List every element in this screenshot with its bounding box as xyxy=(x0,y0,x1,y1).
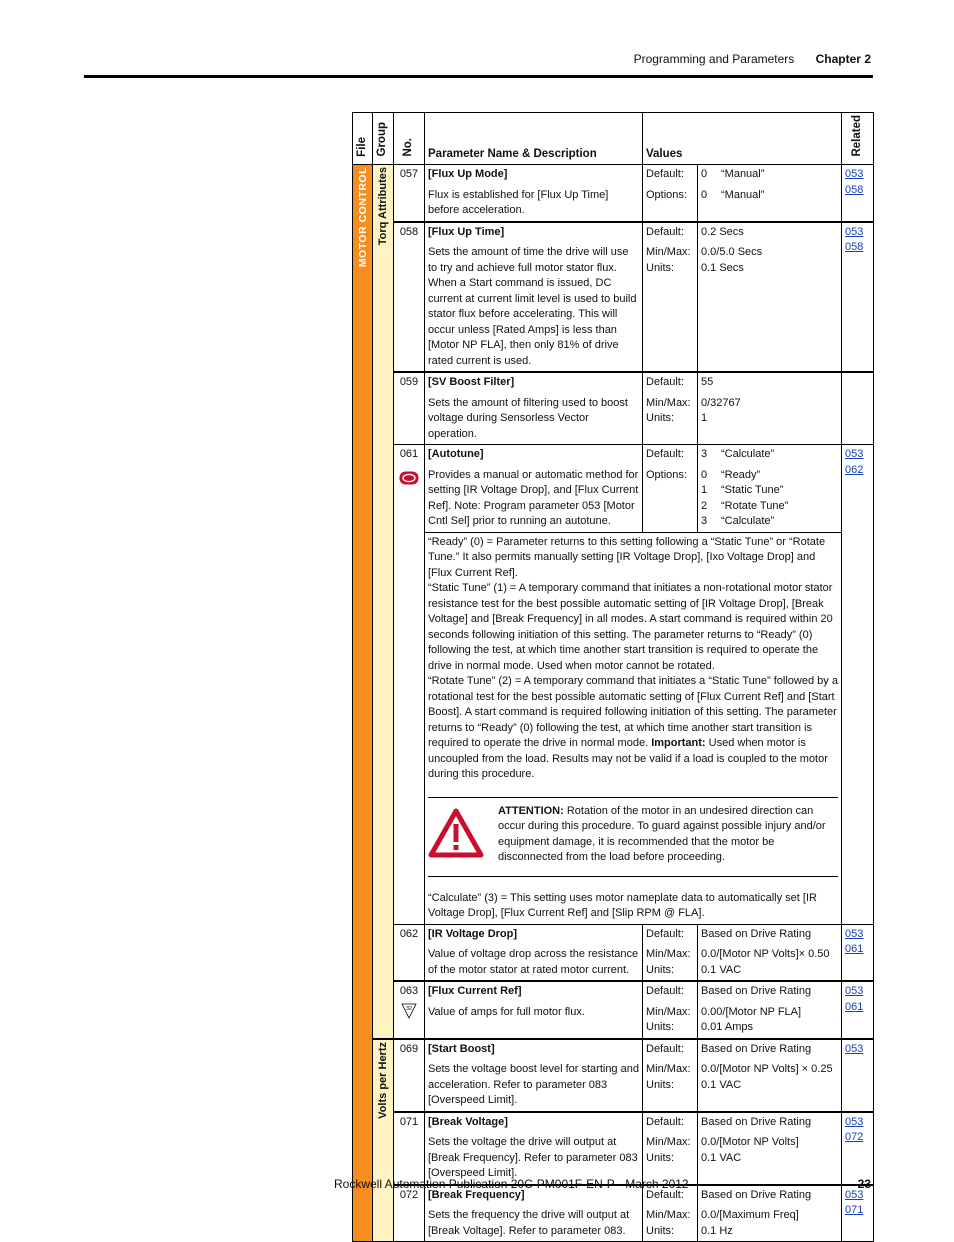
related-link[interactable]: 058 xyxy=(845,183,864,196)
param-desc xyxy=(425,924,643,981)
table-row xyxy=(353,372,874,445)
value-labels: Default: Min/Max: Units: xyxy=(643,372,698,445)
value-data: 0.2 Secs 0.0/5.0 Secs 0.1 Secs xyxy=(698,222,842,373)
param-desc xyxy=(425,165,643,222)
related-link[interactable]: 053 xyxy=(845,225,864,238)
param-text: Sets the amount of time the drive will use to try and achieve full motor stator flux. When a Start command is issued, DC current at current limit level is used to build stator flux before accelerating. This will occur unless [Rated Amps] is less than [Motor NP FLA], then only 81% of drive rated current is used. xyxy=(428,246,637,367)
related-link[interactable]: 071 xyxy=(845,1204,864,1217)
param-no: 069 xyxy=(394,1039,425,1112)
parameter-table xyxy=(352,112,874,1242)
group-cell-torq: Torq Attributes xyxy=(373,165,394,1039)
value-data: Based on Drive Rating 0.0/[Motor NP Volts] 0.1 VAC xyxy=(698,1112,842,1185)
related-link[interactable]: 053 xyxy=(845,1188,864,1201)
related-cell xyxy=(842,924,874,981)
related-cell xyxy=(842,372,874,445)
value-labels: Default: Min/Max: Units: xyxy=(643,981,698,1039)
value-data: 0 “Manual” 0 “Manual” xyxy=(698,165,842,222)
param-text: Flux is established for [Flux Up Time] before acceleration. xyxy=(428,188,609,217)
param-name: [Break Voltage] xyxy=(428,1115,508,1128)
section-title: Programming and Parameters xyxy=(633,52,795,66)
autotune-details xyxy=(425,532,842,924)
value-data: Based on Drive Rating 0.0/[Maximum Freq] 0.1 Hz xyxy=(698,1185,842,1242)
param-text: Sets the amount of filtering used to boost voltage during Sensorless Vector operation. xyxy=(428,396,628,440)
related-link[interactable]: 072 xyxy=(845,1131,864,1144)
col-file: File xyxy=(353,113,373,165)
col-no: No. xyxy=(394,113,425,165)
header-rule xyxy=(84,75,873,78)
value-labels: Default: Min/Max: Units: xyxy=(643,1112,698,1185)
related-link[interactable]: 061 xyxy=(845,1000,864,1013)
related-cell xyxy=(842,165,874,222)
related-link[interactable]: 062 xyxy=(845,463,864,476)
param-desc xyxy=(425,1185,643,1242)
warning-triangle-icon xyxy=(428,808,484,858)
related-cell xyxy=(842,1185,874,1242)
table-row xyxy=(353,1039,874,1112)
param-name: [Autotune] xyxy=(428,448,484,461)
attention-label: ATTENTION: xyxy=(498,804,564,817)
param-no: 063 xyxy=(399,985,419,998)
related-cell xyxy=(842,1112,874,1185)
param-no: 071 xyxy=(394,1112,425,1185)
related-cell xyxy=(842,1039,874,1112)
col-name: Parameter Name & Description xyxy=(425,113,643,165)
value-labels: Default: Options: xyxy=(643,165,698,222)
param-desc xyxy=(425,1112,643,1185)
related-cell xyxy=(842,981,874,1039)
table-header-row xyxy=(353,113,874,165)
stop-drive-icon xyxy=(399,471,419,485)
param-name: [Flux Up Time] xyxy=(428,225,505,238)
detail-rotate: “Rotate Tune” (2) = A temporary command that initiates a “Static Tune” followed by a rotational test for the best possible automatic setting of [Flux Current Ref] and [Start Boost]. A start command is required following initiation of this setting. The parameter returns to “Ready” (0) following the test, at which time another start transition is required to operate the drive in normal mode. Important: Used when motor is uncoupled from the load. Results may not be valid if a load is coupled to the motor during this procedure. xyxy=(428,675,838,781)
param-no: 059 xyxy=(394,372,425,445)
page-header xyxy=(634,52,871,66)
param-text: Value of voltage drop across the resistance of the motor stator at rated motor current. xyxy=(428,948,639,976)
table-row xyxy=(353,924,874,981)
table-row xyxy=(353,165,874,222)
param-desc xyxy=(425,981,643,1039)
table-row-detail xyxy=(353,532,874,924)
param-desc xyxy=(425,445,643,533)
icon-label: 32 xyxy=(405,1005,413,1012)
col-group: Group xyxy=(373,113,394,165)
value-data: Based on Drive Rating 0.00/[Motor NP FLA] 0.01 Amps xyxy=(698,981,842,1039)
param-no: 072 xyxy=(394,1185,425,1242)
param-name: [IR Voltage Drop] xyxy=(428,927,518,940)
value-labels: Default: Min/Max: Units: xyxy=(643,1185,698,1242)
table-row xyxy=(353,222,874,373)
page-number: 23 xyxy=(857,1177,871,1191)
chapter-label: Chapter 2 xyxy=(815,52,871,66)
param-no-cell xyxy=(394,445,425,925)
table-row xyxy=(353,981,874,1039)
group-cell-volts: Volts per Hertz xyxy=(373,1039,394,1242)
value-data: Based on Drive Rating 0.0/[Motor NP Volts]× 0.50 0.1 VAC xyxy=(698,924,842,981)
param-text: Sets the voltage boost level for starting and acceleration. Refer to parameter 083 [Overspeed Limit]. xyxy=(428,1063,639,1107)
param-text: Sets the frequency the drive will output at [Break Voltage]. Refer to parameter 083. xyxy=(428,1209,630,1237)
value-labels: Default: Min/Max: Units: xyxy=(643,924,698,981)
table-row xyxy=(353,1112,874,1185)
related-cell xyxy=(842,445,874,925)
detail-ready: “Ready” (0) = Parameter returns to this setting following a “Static Tune” or “Rotate Tune.” It also permits manually setting [IR Voltage Drop], [Ixo Voltage Drop] and [Flux Current Ref]. xyxy=(428,535,826,579)
related-link[interactable]: 053 xyxy=(845,1115,864,1128)
value-data: 3 “Calculate” 0 “Ready” 1 “Static Tune” 2 “Rotate Tune” 3 “Calculate” xyxy=(698,445,842,533)
param-no: 058 xyxy=(394,222,425,373)
param-desc xyxy=(425,372,643,445)
param-name: [Break Frequency] xyxy=(428,1188,525,1201)
param-no: 061 xyxy=(399,448,419,461)
param-no-cell xyxy=(394,981,425,1039)
value-labels: Default: Min/Max: Units: xyxy=(643,222,698,373)
param-text: Value of amps for full motor flux. xyxy=(428,1005,585,1018)
param-name: [Start Boost] xyxy=(428,1042,495,1055)
detail-static: “Static Tune” (1) = A temporary command that initiates a non-rotational motor stator resistance test for the best possible automatic setting of [IR Voltage Drop], [Break Voltage] and [Break Frequency] in all modes. A start command is required within 20 seconds following initiation of this setting. The parameter returns to “Ready” (0) following the test, at which time another start transition is required to operate the drive in normal mode. Used when motor cannot be rotated. xyxy=(428,582,833,672)
related-link[interactable]: 053 xyxy=(845,448,864,461)
page-footer xyxy=(334,1177,871,1191)
32-bit-parameter-icon xyxy=(401,1003,417,1019)
attention-icon-wrap xyxy=(428,804,498,866)
attention-text: ATTENTION: Rotation of the motor in an undesired direction can occur during this procedure. To guard against possible injury and/or equipment damage, it is recommended that the motor be disconnected from the load before proceeding. xyxy=(498,804,826,864)
table-row xyxy=(353,1185,874,1242)
related-link[interactable]: 053 xyxy=(845,927,864,940)
param-desc xyxy=(425,1039,643,1112)
value-labels: Default: Min/Max: Units: xyxy=(643,1039,698,1112)
table-row xyxy=(353,445,874,533)
related-link[interactable]: 061 xyxy=(845,943,864,956)
param-name: [Flux Up Mode] xyxy=(428,168,508,181)
attention-box xyxy=(428,797,838,877)
related-cell xyxy=(842,222,874,373)
file-cell: MOTOR CONTROL xyxy=(353,165,373,1242)
param-name: [Flux Current Ref] xyxy=(428,985,522,998)
publication-info: Rockwell Automation Publication 20C-PM001F-EN-P - March 2012 xyxy=(334,1177,689,1191)
value-data: 55 0/32767 1 xyxy=(698,372,842,445)
param-desc xyxy=(425,222,643,373)
param-no: 062 xyxy=(394,924,425,981)
related-link[interactable]: 053 xyxy=(845,1042,864,1055)
param-name: [SV Boost Filter] xyxy=(428,376,515,389)
param-no: 057 xyxy=(394,165,425,222)
col-values: Values xyxy=(643,113,842,165)
param-text: Sets the voltage the drive will output at [Break Frequency]. Refer to parameter 083 [Overspeed Limit]. xyxy=(428,1136,638,1180)
value-data: Based on Drive Rating 0.0/[Motor NP Volts] × 0.25 0.1 VAC xyxy=(698,1039,842,1112)
detail-calculate: “Calculate” (3) = This setting uses motor nameplate data to automatically set [IR Voltage Drop], [Flux Current Ref] and [Slip RPM @ FLA]. xyxy=(428,891,817,920)
value-labels: Default: Options: xyxy=(643,445,698,533)
related-link[interactable]: 058 xyxy=(845,241,864,254)
related-link[interactable]: 053 xyxy=(845,168,864,181)
related-link[interactable]: 053 xyxy=(845,985,864,998)
param-text: Provides a manual or automatic method for setting [IR Voltage Drop], and [Flux Current Ref]. Note: Program parameter 053 [Motor Cntl Sel] prior to running an autotune. xyxy=(428,468,639,528)
important-label: Important: xyxy=(651,737,706,750)
col-related: Related xyxy=(842,113,874,165)
